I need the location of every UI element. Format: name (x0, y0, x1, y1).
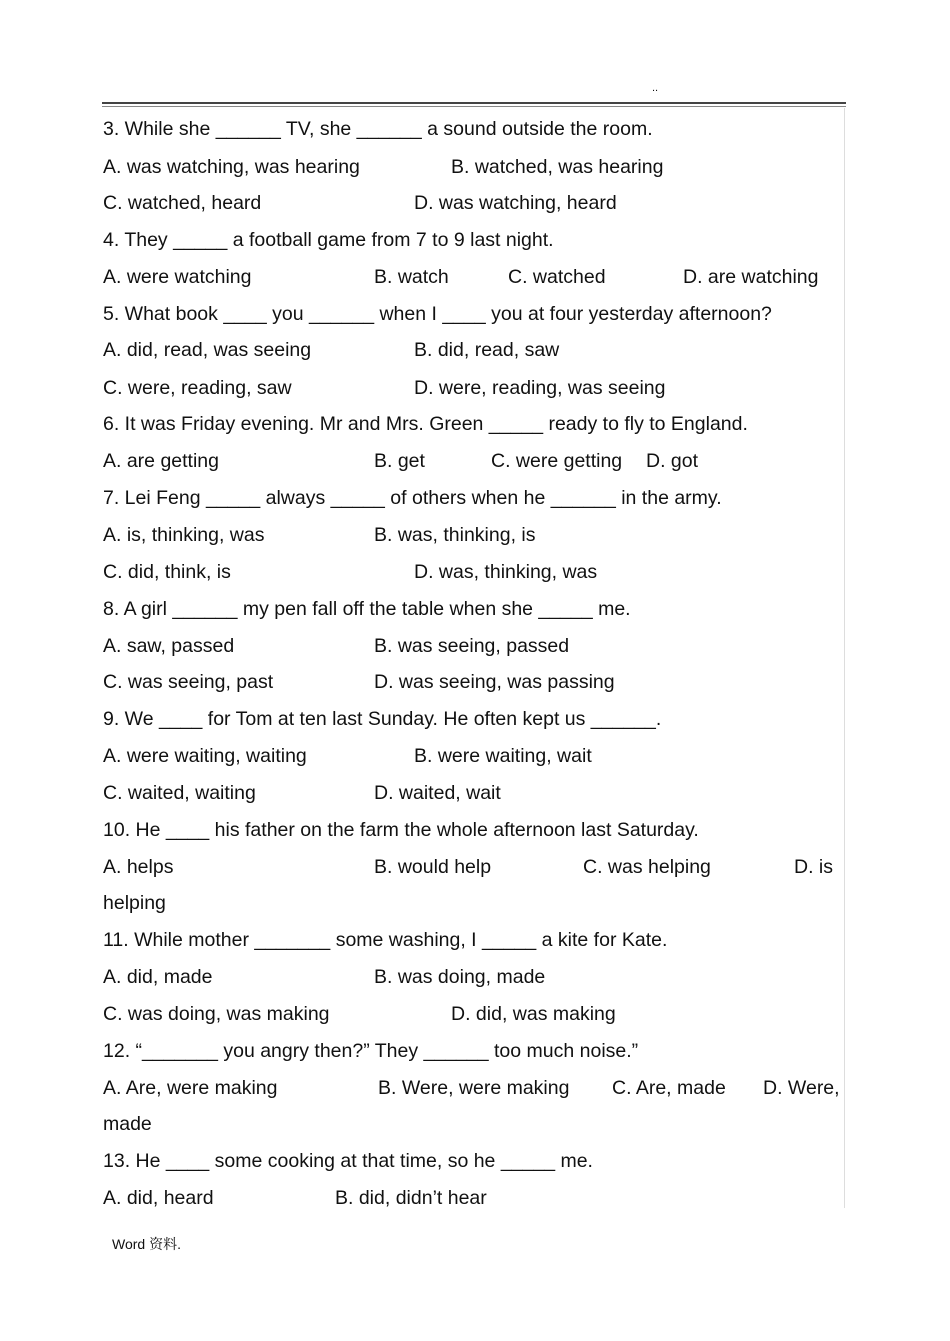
answer-option: C. were, reading, saw (103, 377, 292, 399)
answer-option: C. Are, made (612, 1077, 726, 1099)
question-line: 6. It was Friday evening. Mr and Mrs. Green _____ ready to fly to England. (103, 413, 748, 435)
answer-options (103, 855, 847, 879)
answer-option: C. watched (508, 266, 606, 288)
answer-option: D. got (646, 450, 699, 472)
footer-text: Word 资料. (112, 1236, 181, 1252)
answer-option: D. are watching (683, 266, 819, 288)
answer-option: A. were watching (103, 266, 252, 288)
answer-options (103, 338, 847, 362)
answer-option: C. were getting (491, 450, 623, 472)
answer-options (103, 670, 847, 694)
answer-option: D. did, was making (451, 1003, 616, 1025)
question-line: made (103, 1113, 152, 1135)
header-mark: .. (652, 82, 659, 94)
answer-option: C. did, think, is (103, 561, 231, 583)
answer-option: B. would help (374, 856, 492, 878)
header-rule-thin (102, 106, 846, 107)
answer-option: C. waited, waiting (103, 782, 256, 804)
answer-options (103, 191, 847, 215)
question-line: 9. We ____ for Tom at ten last Sunday. He often kept us ______. (103, 708, 662, 730)
answer-option: D. were, reading, was seeing (414, 377, 666, 399)
answer-options (103, 634, 847, 658)
answer-option: A. Are, were making (103, 1077, 278, 1099)
answer-option: B. get (374, 450, 425, 472)
answer-options (103, 744, 847, 768)
answer-options (103, 265, 847, 289)
question-line: 8. A girl ______ my pen fall off the table when she _____ me. (103, 598, 631, 620)
answer-option: B. was doing, made (374, 966, 546, 988)
question-line: 10. He ____ his father on the farm the whole afternoon last Saturday. (103, 819, 699, 841)
answer-option: B. did, didn’t hear (335, 1187, 487, 1209)
answer-options (103, 781, 847, 805)
answer-option: A. helps (103, 856, 174, 878)
answer-option: C. was doing, was making (103, 1003, 330, 1025)
answer-option: C. was helping (583, 856, 711, 878)
answer-option: A. was watching, was hearing (103, 156, 360, 178)
question-line: helping (103, 892, 166, 914)
answer-options (103, 155, 847, 179)
answer-option: A. are getting (103, 450, 219, 472)
answer-option: A. did, made (103, 966, 213, 988)
answer-options (103, 1186, 847, 1210)
answer-options (103, 376, 847, 400)
header-rule (102, 102, 846, 104)
question-line: 5. What book ____ you ______ when I ____ you at four yesterday afternoon? (103, 303, 772, 325)
answer-option: D. is (794, 856, 833, 878)
answer-option: D. was, thinking, was (414, 561, 598, 583)
answer-option: A. saw, passed (103, 635, 235, 657)
answer-option: B. watched, was hearing (451, 156, 664, 178)
answer-option: B. watch (374, 266, 449, 288)
answer-option: D. Were, (763, 1077, 840, 1099)
question-line: 12. “_______ you angry then?” They ______ too much noise.” (103, 1040, 639, 1062)
question-line: 7. Lei Feng _____ always _____ of others when he ______ in the army. (103, 487, 722, 509)
answer-option: A. were waiting, waiting (103, 745, 307, 767)
answer-options (103, 523, 847, 547)
answer-options (103, 560, 847, 584)
answer-option: B. was seeing, passed (374, 635, 570, 657)
question-line: 11. While mother _______ some washing, I _____ a kite for Kate. (103, 929, 668, 951)
answer-option: B. Were, were making (378, 1077, 570, 1099)
question-line: 4. They _____ a football game from 7 to 9 last night. (103, 229, 554, 251)
answer-option: B. were waiting, wait (414, 745, 592, 767)
answer-options (103, 449, 847, 473)
answer-option: B. did, read, saw (414, 339, 560, 361)
answer-options (103, 1076, 847, 1100)
answer-option: A. did, read, was seeing (103, 339, 312, 361)
answer-option: D. was watching, heard (414, 192, 617, 214)
answer-option: D. was seeing, was passing (374, 671, 615, 693)
answer-options (103, 965, 847, 989)
answer-option: C. watched, heard (103, 192, 262, 214)
answer-option: A. did, heard (103, 1187, 214, 1209)
answer-options (103, 1002, 847, 1026)
question-line: 13. He ____ some cooking at that time, so he _____ me. (103, 1150, 593, 1172)
answer-option: D. waited, wait (374, 782, 501, 804)
question-line: 3. While she ______ TV, she ______ a sound outside the room. (103, 118, 653, 140)
answer-option: C. was seeing, past (103, 671, 274, 693)
answer-option: B. was, thinking, is (374, 524, 536, 546)
answer-option: A. is, thinking, was (103, 524, 265, 546)
